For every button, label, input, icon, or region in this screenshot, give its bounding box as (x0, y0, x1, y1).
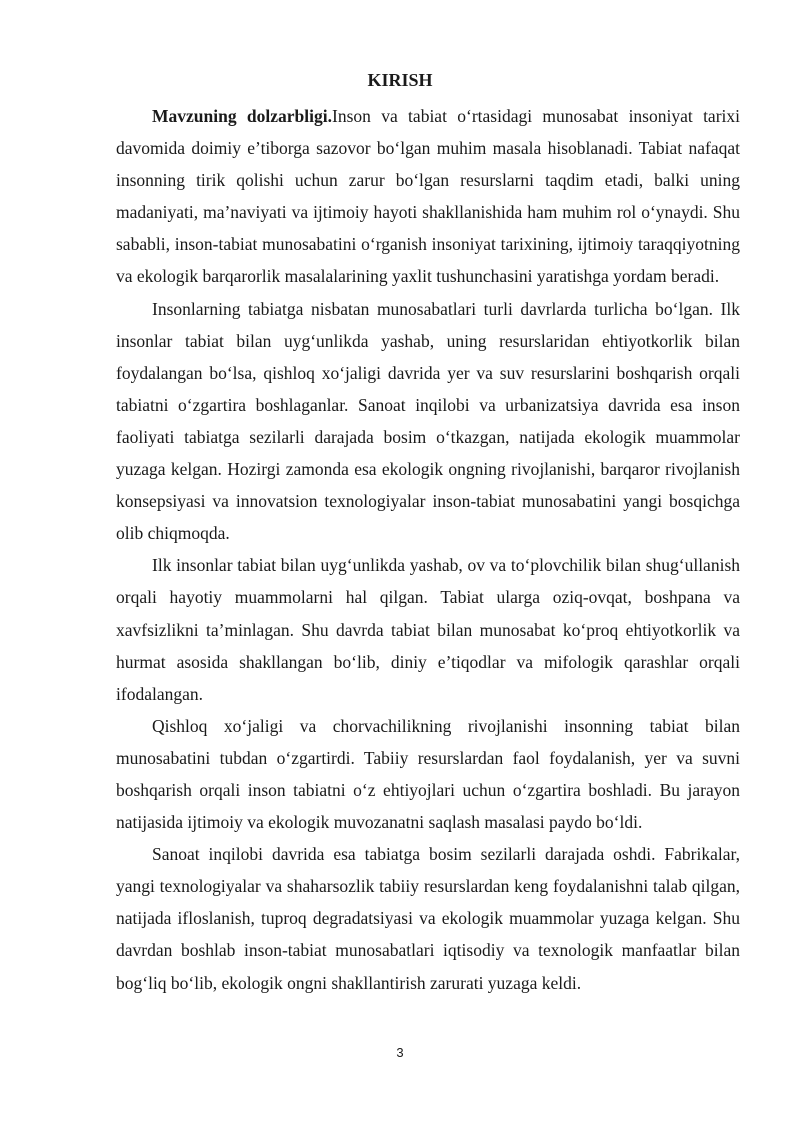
paragraph-text: Insonlarning tabiatga nisbatan munosabatlari turli davrlarda turlicha bo‘lgan. Ilk insonlar tabiat bilan uyg‘unlikda yashab, uning resurslaridan ehtiyotkorlik bilan foydalangan bo‘lsa, qishloq xo‘jaligi davrida yer va suv resurslarini boshqarish orqali tabiatni o‘zgartira boshlaganlar. Sanoat inqilobi va urbanizatsiya davrida esa inson faoliyati tabiatga sezilarli darajada bosim o‘tkazgan, natijada ekologik muammolar yuzaga kelgan. Hozirgi zamonda esa ekologik ongning rivojlanishi, barqaror rivojlanish konsepsiyasi va innovatsion texnologiyalar inson-tabiat munosabatini yangi bosqichga olib chiqmoqda. (116, 298, 740, 544)
body-text (116, 100, 740, 999)
paragraph (116, 549, 740, 709)
paragraph (116, 100, 740, 293)
section-heading: KIRISH (367, 70, 433, 90)
paragraph-lead: Mavzuning dolzarbligi. (152, 106, 332, 126)
paragraph-text: Qishloq xo‘jaligi va chorvachilikning rivojlanishi insonning tabiat bilan munosabatini tubdan o‘zgartirdi. Tabiiy resurslardan faol foydalanish, yer va suvni boshqarish orqali inson tabiatni o‘z ehtiyojlari uchun o‘zgartira boshladi. Bu jarayon natijasida ijtimoiy va ekologik muvozanatni saqlash masalasi paydo bo‘ldi. (116, 715, 740, 833)
paragraph (116, 710, 740, 838)
paragraph-text: Sanoat inqilobi davrida esa tabiatga bosim sezilarli darajada oshdi. Fabrikalar, yangi texnologiyalar va shaharsozlik tabiiy resurslardan keng foydalanishni talab qilgan, natijada ifloslanish, tuproq degradatsiyasi va ekologik muammolar yuzaga kelgan. Shu davrdan boshlab inson-tabiat munosabatlari iqtisodiy va texnologik manfaatlar bilan bog‘liq bo‘lib, ekologik ongni shakllantirish zarurati yuzaga keldi. (116, 844, 740, 993)
paragraph (116, 293, 740, 550)
paragraph-text: Inson va tabiat o‘rtasidagi munosabat insoniyat tarixi davomida doimiy e’tiborga sazovor bo‘lgan muhim masala hisoblanadi. Tabiat nafaqat insonning tirik qolishi uchun zarur bo‘lgan resurslarni taqdim etadi, balki uning madaniyati, ma’naviyati va ijtimoiy hayoti shakllanishida ham muhim rol o‘ynaydi. Shu sababli, inson-tabiat munosabatini o‘rganish insoniyat tarixining, ijtimoiy taraqqiyotning va ekologik barqarorlik masalalarining yaxlit tushunchasini yaratishga yordam beradi. (116, 106, 740, 287)
paragraph-text: Ilk insonlar tabiat bilan uyg‘unlikda yashab, ov va to‘plovchilik bilan shug‘ullanish orqali hayotiy muammolarni hal qilgan. Tabiat ularga oziq-ovqat, boshpana va xavfsizlikni ta’minlagan. Shu davrda tabiat bilan munosabat ko‘proq ehtiyotkorlik va hurmat asosida shakllangan bo‘lib, diniy e’tiqodlar va mifologik qarashlar orqali ifodalangan. (116, 555, 740, 704)
page-number: 3 (396, 1045, 404, 1060)
paragraph (116, 838, 740, 998)
